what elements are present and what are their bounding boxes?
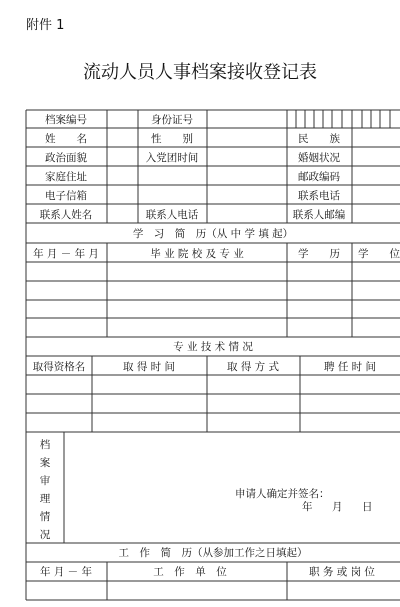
date-day-label: 日 <box>362 501 373 513</box>
tech-header-qualification: 取得资格名 <box>32 361 86 373</box>
review-label-char: 案 <box>39 457 51 469</box>
label-file-number: 档案编号 <box>45 114 87 126</box>
education-header-period: 年 月 － 年 月 <box>33 248 99 260</box>
work-section-title: 工 作 简 历（从参加工作之日填起） <box>118 547 308 559</box>
date-year-label: 年 <box>302 501 313 513</box>
label-phone: 联系电话 <box>298 190 340 202</box>
education-header-degree: 学 位 <box>358 248 400 260</box>
label-ethnicity: 民 族 <box>298 133 340 145</box>
label-name: 姓 名 <box>45 133 87 145</box>
label-contact-name: 联系人姓名 <box>39 209 93 221</box>
label-contact-postcode: 联系人邮编 <box>292 209 346 221</box>
label-contact-phone: 联系人电话 <box>145 209 199 221</box>
label-political-status: 政治面貌 <box>45 152 87 164</box>
review-label-char: 况 <box>39 529 51 541</box>
label-marital-status: 婚姻状况 <box>298 152 340 164</box>
review-label-char: 档 <box>39 439 51 451</box>
tech-header-date: 取 得 时 间 <box>122 361 176 373</box>
work-header-employer: 工 作 单 位 <box>153 566 227 578</box>
work-header-position: 职 务 或 岗 位 <box>309 566 375 578</box>
label-email: 电子信箱 <box>45 190 87 202</box>
review-label-char: 审 <box>39 475 51 487</box>
form-title: 流动人员人事档案接收登记表 <box>83 62 317 83</box>
table-grid <box>26 110 400 600</box>
label-party-join-date: 入党团时间 <box>145 152 199 164</box>
education-header-school: 毕 业 院 校 及 专 业 <box>150 248 244 260</box>
work-header-period: 年 月 － 年 <box>39 566 93 578</box>
label-home-address: 家庭住址 <box>45 171 87 183</box>
date-month-label: 月 <box>332 501 343 513</box>
tech-header-appointment: 聘 任 时 间 <box>323 361 377 373</box>
tech-header-method: 取 得 方 式 <box>226 361 280 373</box>
applicant-signature-label: 申请人确定并签名： <box>235 488 330 500</box>
review-label-char: 理 <box>39 493 51 505</box>
review-label-char: 情 <box>39 511 51 523</box>
label-gender: 性 别 <box>151 133 193 145</box>
education-section-title: 学 习 简 历（从 中 学 填 起） <box>132 228 294 240</box>
attachment-label: 附件 1 <box>26 18 65 33</box>
tech-section-title: 专 业 技 术 情 况 <box>173 341 253 353</box>
label-postal-code: 邮政编码 <box>298 171 340 183</box>
label-id-number: 身份证号 <box>151 114 193 126</box>
education-header-degree-level: 学 历 <box>298 248 340 260</box>
